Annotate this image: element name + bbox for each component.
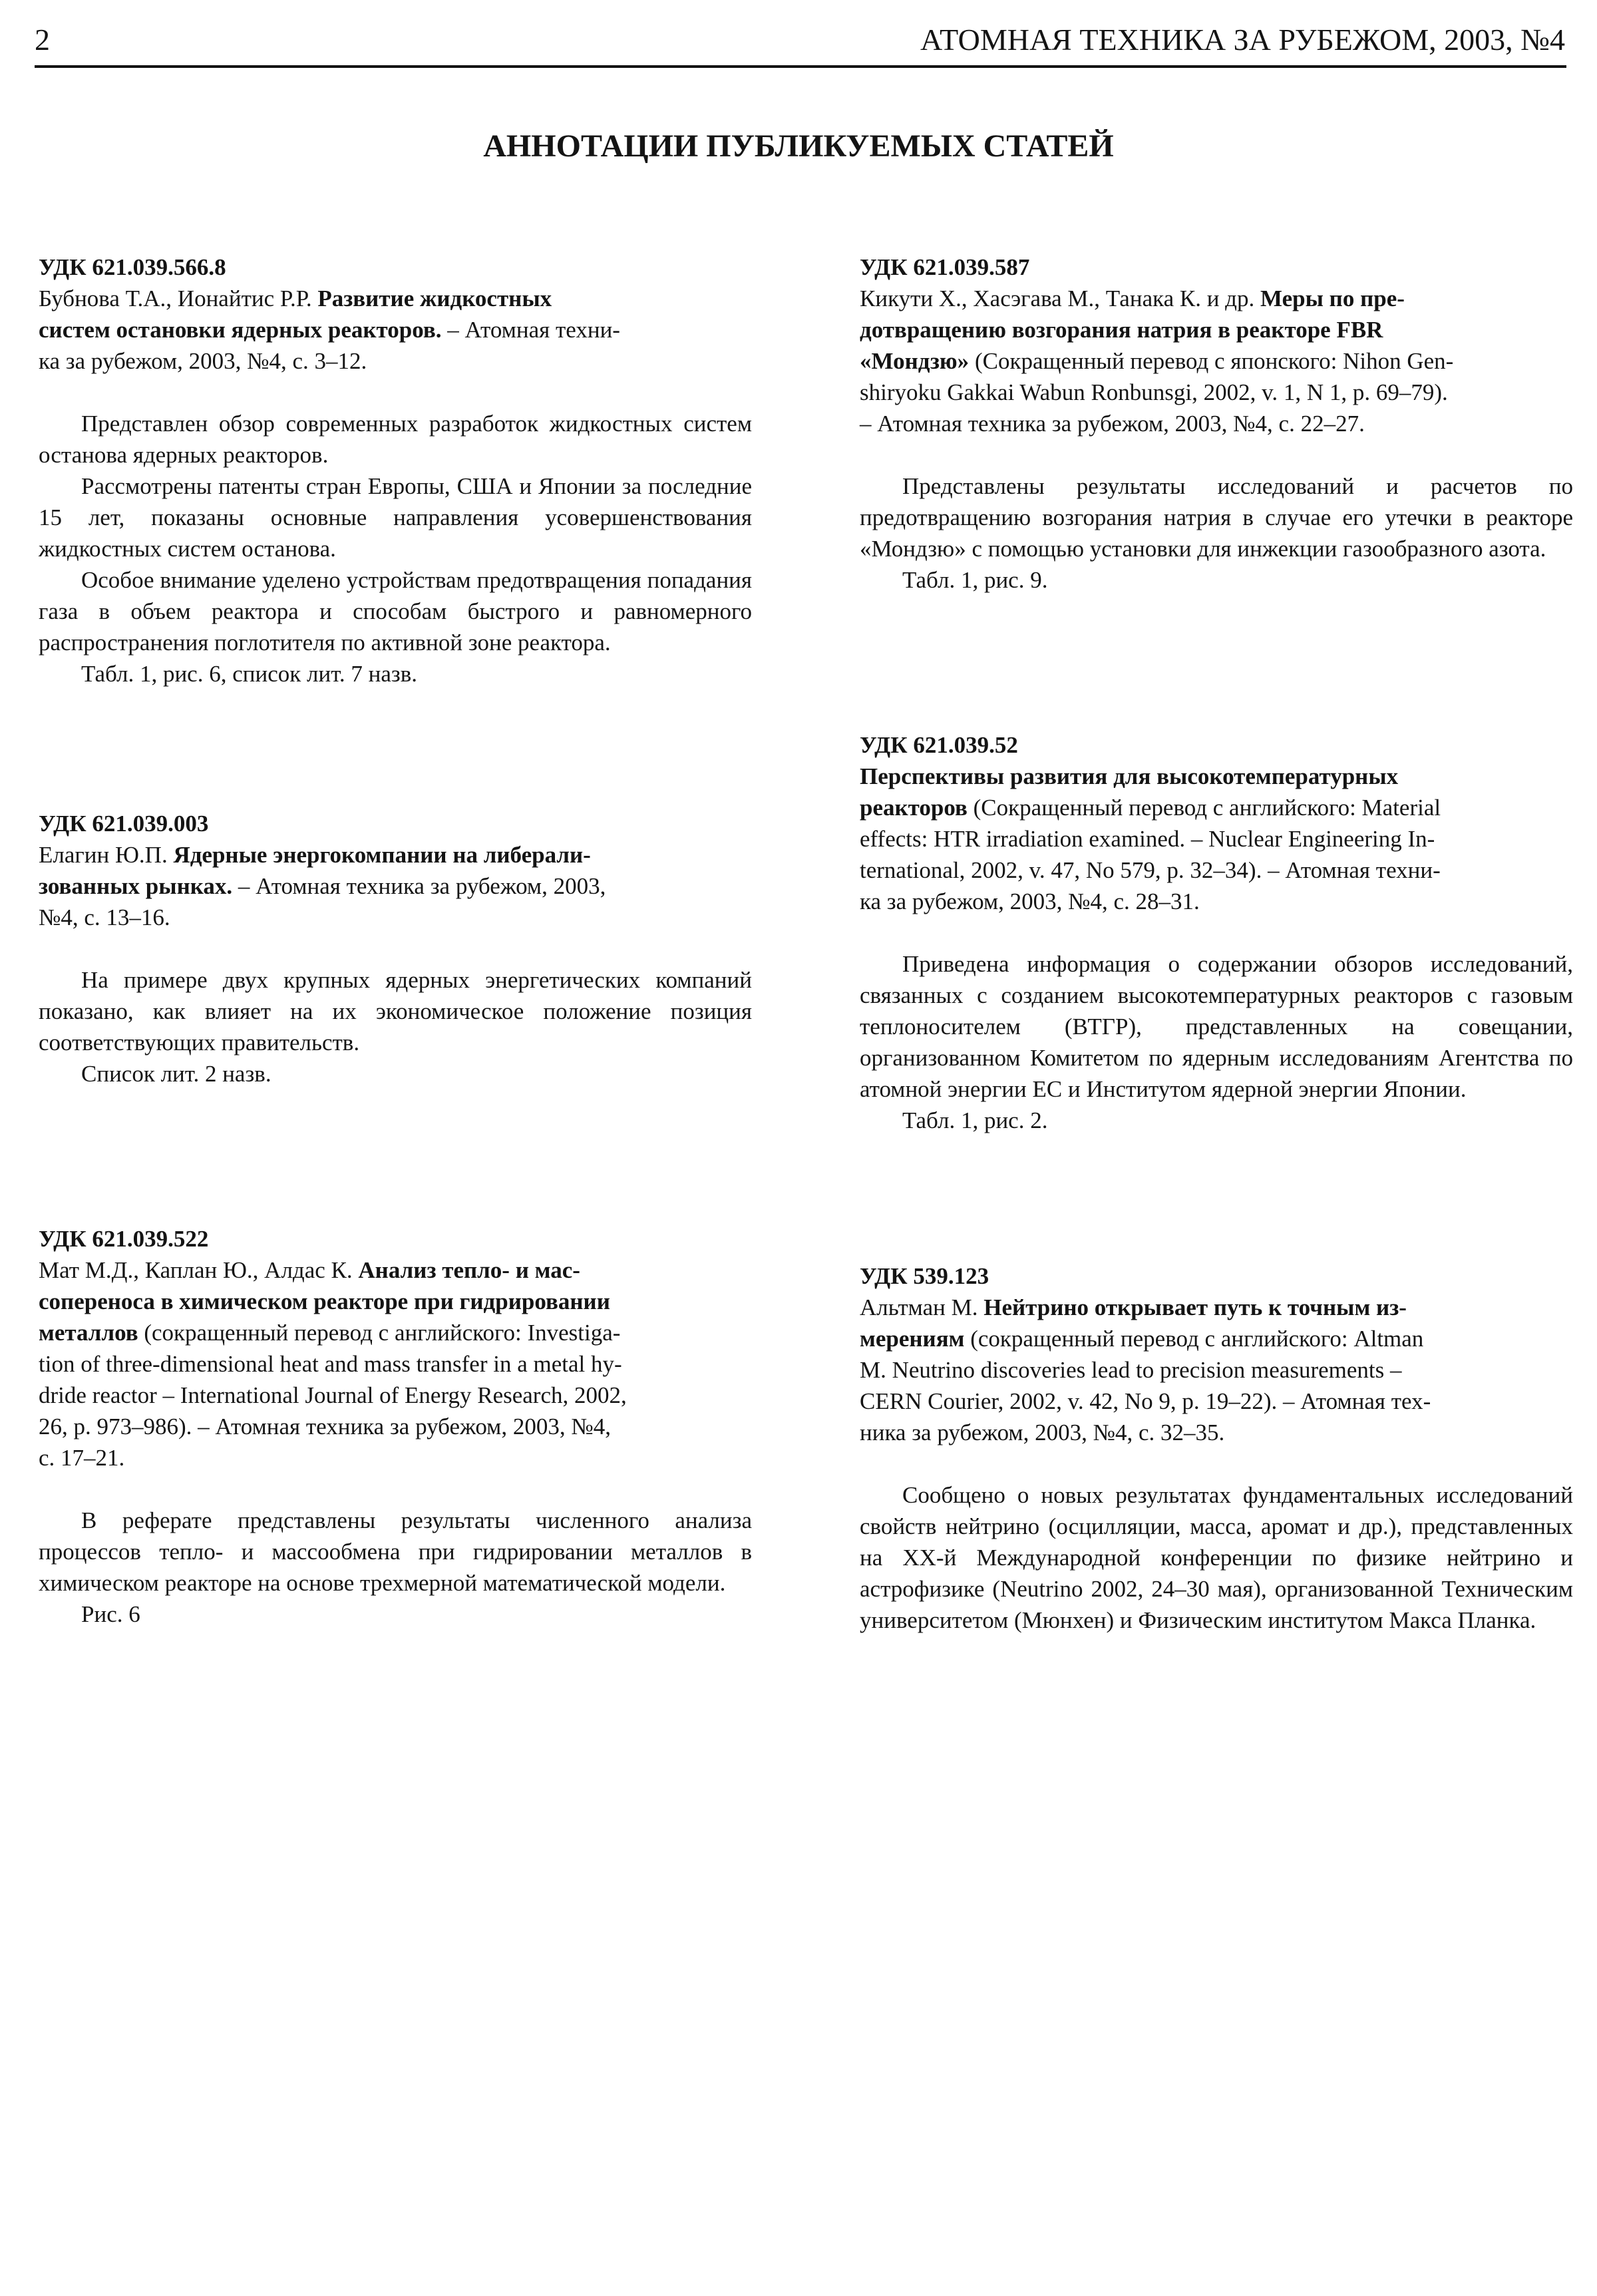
citation-authors: – Атомная техника за рубежом, 2003, №4, с. 22–27. [860,411,1365,437]
abstract-entry [860,1260,1573,1636]
spacer [860,439,1573,471]
figure-note: Табл. 1, рис. 6, список лит. 7 назв. [81,661,417,687]
section-title: АННОТАЦИИ ПУБЛИКУЕМЫХ СТАТЕЙ [483,128,1114,164]
citation-line [860,283,1573,314]
citation-line [39,314,752,345]
figure-note: Список лит. 2 назв. [81,1061,271,1087]
udk-code: УДК 539.123 [860,1263,989,1289]
citation-authors: CERN Courier, 2002, v. 42, No 9, p. 19–22). – Атомная тех- [860,1388,1431,1414]
spacer [860,917,1573,948]
article-title: дотвращению возгорания натрия в реакторе FBR [860,317,1383,343]
citation-source: (Сокращенный перевод с японского: Nihon Gen- [969,348,1454,374]
citation-authors: effects: HTR irradiation examined. – Nuclear Engineering In- [860,826,1435,852]
abstract-paragraph: Особое внимание уделено устройствам предотвращения попадания газа в объем реактора и способам быстрого и равномерного распространения поглотителя по активной зоне реактора. [39,567,752,656]
citation-line [39,1380,752,1411]
citation-line [39,1317,752,1348]
citation [39,1254,752,1473]
citation-line [860,1354,1573,1386]
abstract-paragraph: Представлены результаты исследований и расчетов по предотвращению возгорания натрия в случае его утечки в реакторе «Мондзю» с помощью установки для инжекции газообразного азота. [860,473,1573,562]
article-title: мерениям [860,1326,965,1352]
citation-line [39,1286,752,1317]
citation-line [860,761,1573,792]
article-title: Перспективы развития для высокотемпературных [860,763,1399,789]
citation-authors: shiryoku Gakkai Wabun Ronbunsgi, 2002, v. 1, N 1, p. 69–79). [860,379,1448,405]
citation-authors: №4, с. 13–16. [39,904,170,930]
citation-line [860,1323,1573,1354]
udk-code: УДК 621.039.587 [860,254,1030,280]
citation-line [860,408,1573,439]
citation-line [860,886,1573,917]
citation-authors: ка за рубежом, 2003, №4, с. 3–12. [39,348,367,374]
abstract-entry [39,1223,752,1630]
citation [860,1292,1573,1448]
udk-code: УДК 621.039.566.8 [39,254,226,280]
udk-code: УДК 621.039.522 [39,1226,209,1252]
citation-authors: Альтман М. [860,1294,984,1320]
article-title: «Мондзю» [860,348,970,374]
udk-code: УДК 621.039.003 [39,811,209,837]
article-title: Нейтрино открывает путь к точным из- [983,1294,1407,1320]
citation-line [860,792,1573,823]
article-title: систем остановки ядерных реакторов. [39,317,442,343]
citation-authors: ternational, 2002, v. 47, No 579, p. 32–34). – Атомная техни- [860,857,1441,883]
citation-source: (Сокращенный перевод с английского: Material [967,795,1441,821]
citation-line [39,283,752,314]
citation-line [39,345,752,377]
citation-line [860,1292,1573,1323]
citation-source: – Атомная техни- [441,317,620,343]
citation-line [39,1254,752,1286]
citation [39,839,752,933]
abstract-entry [860,729,1573,1136]
citation-authors: dride reactor – International Journal of Energy Research, 2002, [39,1382,627,1408]
abstract-entry [860,252,1573,596]
citation-line [860,377,1573,408]
citation-line [860,314,1573,345]
figure-note: Рис. 6 [81,1601,140,1627]
article-title: Ядерные энергокомпании на либерали- [173,842,591,868]
citation-authors: Елагин Ю.П. [39,842,174,868]
article-title: сопереноса в химическом реакторе при гидрировании [39,1288,610,1314]
abstract-paragraph: Приведена информация о содержании обзоров исследований, связанных с созданием высокотемпературных реакторов с газовым теплоносителем (ВТГР), представленных на совещании, организованном Комитетом по ядерным исследованиям Агентства по атомной энергии ЕС и Институтом ядерной энергии Японии. [860,951,1573,1102]
article-title: металлов [39,1320,138,1346]
citation-line [860,855,1573,886]
header-rule [35,65,1566,68]
abstract-entry [39,808,752,1089]
citation-source: (сокращенный перевод с английского: Altman [964,1326,1424,1352]
citation-line [860,1386,1573,1417]
abstract-paragraph: На примере двух крупных ядерных энергетических компаний показано, как влияет на их экономическое положение позиция соответствующих правительств. [39,967,752,1055]
spacer [39,933,752,964]
citation-authors: Кикути Х., Хасэгава М., Танака К. и др. [860,286,1260,311]
citation-line [39,902,752,933]
citation-source: (сокращенный перевод с английского: Investiga- [138,1320,621,1346]
citation-line [39,839,752,870]
citation-line [39,1348,752,1380]
citation-line [860,1417,1573,1448]
citation-authors: M. Neutrino discoveries lead to precision measurements – [860,1357,1402,1383]
abstract-paragraph: Представлен обзор современных разработок жидкостных систем останова ядерных реакторов. [39,411,752,468]
figure-note: Табл. 1, рис. 2. [902,1107,1048,1133]
citation-line [39,870,752,902]
citation-authors: 26, p. 973–986). – Атомная техника за рубежом, 2003, №4, [39,1414,611,1439]
running-header: АТОМНАЯ ТЕХНИКА ЗА РУБЕЖОМ, 2003, №4 [920,23,1565,57]
figure-note: Табл. 1, рис. 9. [902,567,1048,593]
spacer [860,1448,1573,1479]
citation-authors: ка за рубежом, 2003, №4, с. 28–31. [860,888,1200,914]
abstract-paragraph: Рассмотрены патенты стран Европы, США и Японии за последние 15 лет, показаны основные направления усовершенствования жидкостных систем останова. [39,473,752,562]
abstract-paragraph: В реферате представлены результаты численного анализа процессов тепло- и массообмена при гидрировании металлов в химическом реакторе на основе трехмерной математической модели. [39,1507,752,1596]
citation-authors: с. 17–21. [39,1445,125,1471]
abstract-paragraph: Сообщено о новых результатах фундаментальных исследований свойств нейтрино (осцилляции, масса, аромат и др.), представленных на XX-й Международной конференции по физике нейтрино и астрофизике (Neutrino 2002, 24–30 мая), организованной Техническим университетом (Мюнхен) и Физическим институтом Макса Планка. [860,1482,1573,1633]
citation-line [39,1411,752,1442]
citation-line [860,823,1573,855]
article-title: зованных рынках. [39,873,233,899]
citation-authors: ника за рубежом, 2003, №4, с. 32–35. [860,1420,1225,1445]
citation-authors: Мат М.Д., Каплан Ю., Алдас К. [39,1257,359,1283]
citation [860,761,1573,917]
citation-line [860,345,1573,377]
citation-authors: tion of three-dimensional heat and mass transfer in a metal hy- [39,1351,622,1377]
article-title: Развитие жидкостных [317,286,552,311]
spacer [39,377,752,408]
article-title: Меры по пре- [1260,286,1405,311]
citation [39,283,752,377]
citation-source: – Атомная техника за рубежом, 2003, [232,873,606,899]
page-number: 2 [35,23,50,57]
abstract-entry [39,252,752,689]
spacer [39,1473,752,1505]
citation-authors: Бубнова Т.А., Ионайтис Р.Р. [39,286,318,311]
article-title: Анализ тепло- и мас- [358,1257,580,1283]
citation [860,283,1573,439]
udk-code: УДК 621.039.52 [860,732,1018,758]
article-title: реакторов [860,795,968,821]
citation-line [39,1442,752,1473]
